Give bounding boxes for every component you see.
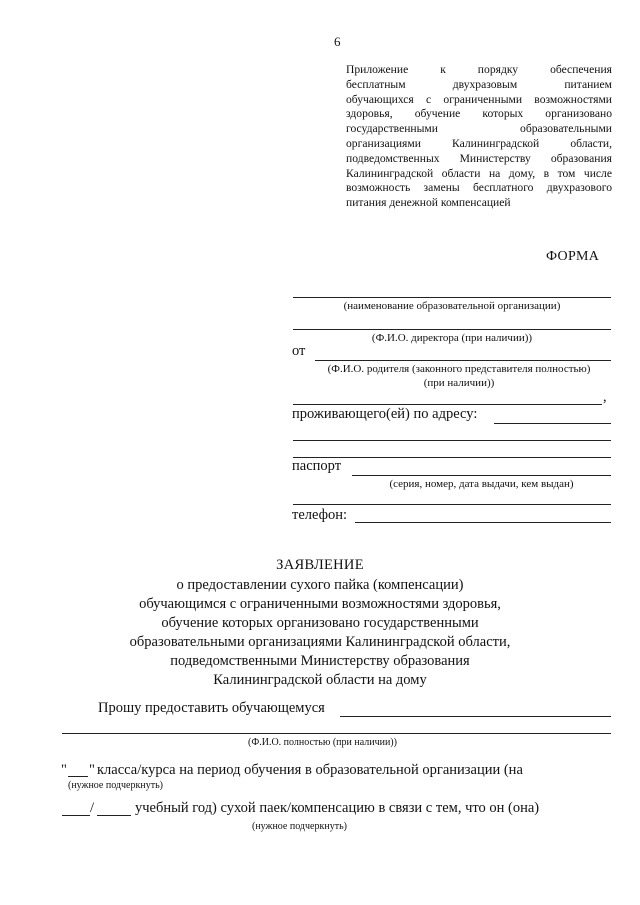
student-name-line-1[interactable] bbox=[340, 716, 611, 717]
year-slash: / bbox=[90, 800, 95, 816]
passport-caption: (серия, номер, дата выдачи, кем выдан) bbox=[389, 478, 574, 490]
page-number: 6 bbox=[334, 34, 341, 49]
appendix-line: организациями Калининградской области, bbox=[346, 136, 612, 150]
org-name-caption: (наименование образовательной организации) bbox=[343, 300, 561, 312]
statement-line: обучение которых организовано государственными bbox=[161, 615, 479, 631]
underline-note: (нужное подчеркнуть) bbox=[68, 780, 163, 791]
director-name-caption: (Ф.И.О. директора (при наличии)) bbox=[371, 332, 533, 344]
address-label: проживающего(ей) по адресу: bbox=[292, 406, 478, 422]
phone-label: телефон: bbox=[292, 507, 348, 523]
parent-name-caption-2: (при наличии)) bbox=[423, 377, 495, 389]
request-label: Прошу предоставить обучающемуся bbox=[98, 700, 325, 716]
appendix-line: подведомственных Министерству образования bbox=[346, 151, 612, 165]
year-text: учебный год) сухой паек/компенсацию в связи с тем, что он (она) bbox=[135, 800, 540, 816]
appendix-line: государственными образовательными bbox=[346, 122, 612, 136]
parent-name-line[interactable] bbox=[315, 360, 611, 361]
year-end-line[interactable] bbox=[97, 815, 131, 816]
statement-title: ЗАЯВЛЕНИЕ bbox=[276, 557, 364, 573]
statement-line: подведомственными Министерству образования bbox=[170, 653, 470, 669]
student-name-line-2[interactable] bbox=[62, 733, 611, 734]
class-quote-close: " bbox=[89, 762, 95, 778]
statement-line: о предоставлении сухого пайка (компенсации) bbox=[176, 577, 464, 593]
appendix-note bbox=[346, 63, 612, 211]
phone-line[interactable] bbox=[355, 522, 611, 523]
year-start-line[interactable] bbox=[62, 815, 90, 816]
passport-line-2[interactable] bbox=[293, 504, 611, 505]
form-label: ФОРМА bbox=[546, 249, 600, 264]
address-line-2[interactable] bbox=[293, 440, 611, 441]
passport-line[interactable] bbox=[352, 475, 611, 476]
from-label: от bbox=[292, 343, 306, 359]
underline-note: (нужное подчеркнуть) bbox=[252, 821, 347, 832]
class-text: класса/курса на период обучения в образовательной организации (на bbox=[97, 762, 523, 778]
statement-line: Калининградской области на дому bbox=[213, 672, 427, 688]
appendix-line: питания денежной компенсацией bbox=[346, 196, 511, 210]
org-name-line[interactable] bbox=[293, 297, 611, 298]
director-name-line[interactable] bbox=[293, 329, 611, 330]
appendix-line: возможность замены бесплатного двухразового bbox=[346, 181, 612, 195]
appendix-line: Калининградской области на дому, в том числе bbox=[346, 166, 612, 180]
class-quote-open: " bbox=[61, 762, 67, 778]
address-line-1[interactable] bbox=[494, 423, 611, 424]
statement-line: обучающимся с ограниченными возможностями здоровья, bbox=[139, 596, 501, 612]
comma: , bbox=[603, 389, 607, 405]
parent-name-line-2[interactable] bbox=[293, 404, 602, 405]
appendix-line: обучающихся с ограниченными возможностями bbox=[346, 92, 612, 106]
class-number-line[interactable] bbox=[68, 776, 88, 777]
student-name-caption: (Ф.И.О. полностью (при наличии)) bbox=[248, 737, 397, 748]
appendix-line: здоровья, обучение которых организовано bbox=[346, 107, 612, 121]
appendix-line: бесплатным двухразовым питанием bbox=[346, 77, 612, 91]
appendix-line: Приложение к порядку обеспечения bbox=[346, 63, 612, 76]
passport-label: паспорт bbox=[292, 458, 342, 474]
parent-name-caption: (Ф.И.О. родителя (законного представителя полностью) bbox=[327, 363, 591, 375]
statement-line: образовательными организациями Калининградской области, bbox=[129, 634, 511, 650]
